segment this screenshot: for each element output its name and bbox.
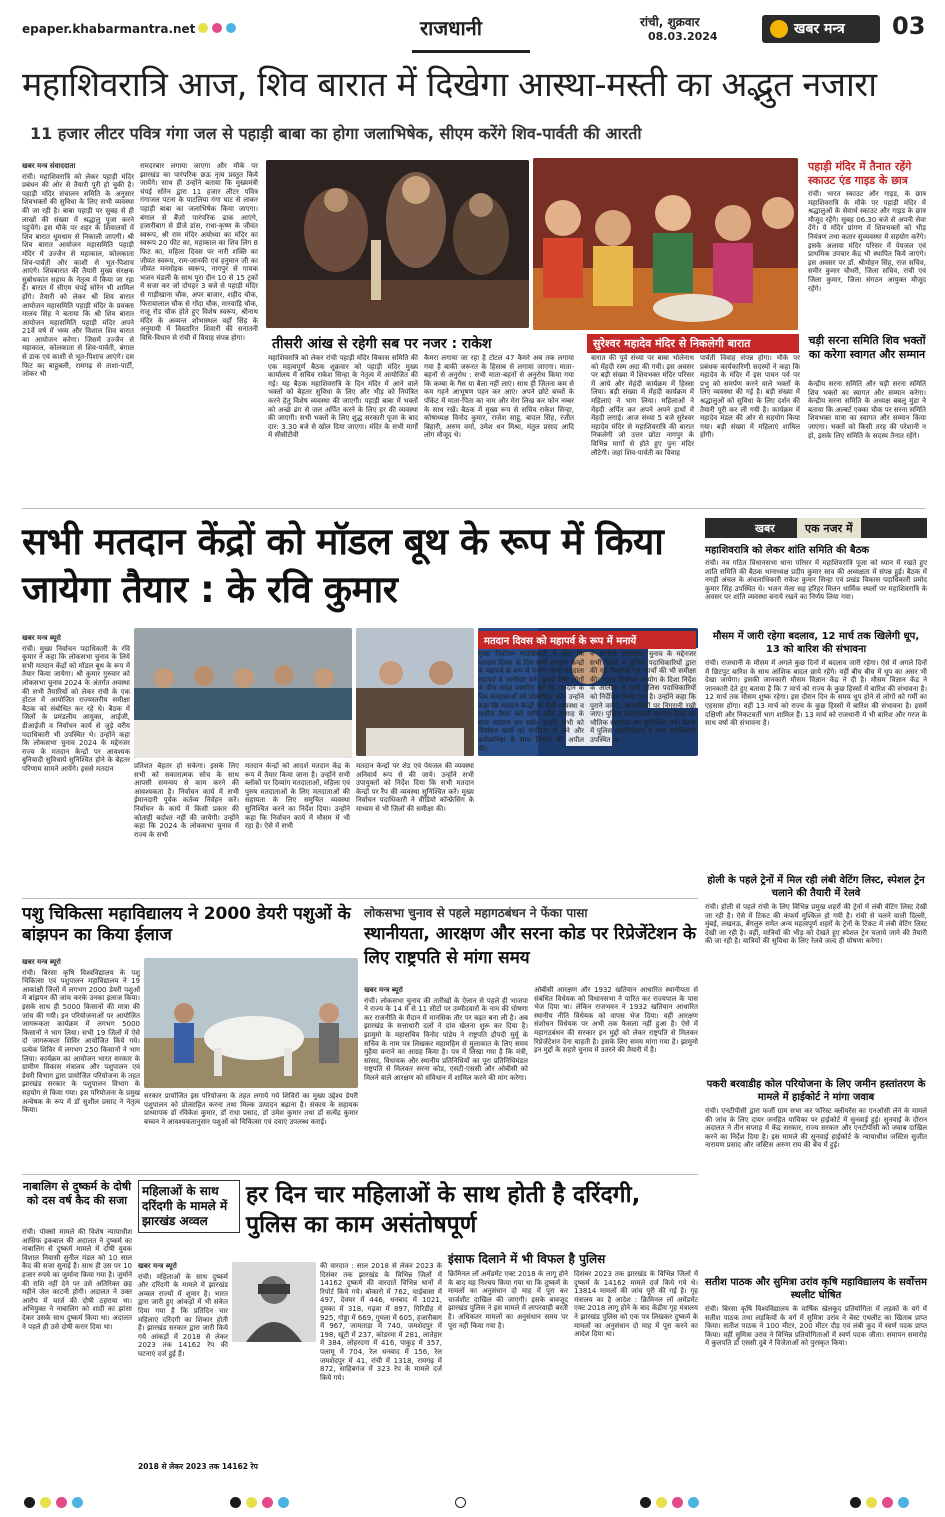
- story6-col-1-text: रांची। महिलाओं के साथ दुष्कर्म और दरिंदगी के मामले में झारखंड अव्वल राज्यों में शुमार है। भारत द्वारा जारी हुए आंकड़ों में भी संकेत दिया गया है कि प्रतिदिन चार महिलाएं दरिंदगी का शिकार होती हैं। झारखंड सरकार द्वारा जारी किये गये आंकड़ों में 2018 से लेकर 2023 तक 14162 रेप की घटनाएं दर्ज हुई हैं।: [138, 1272, 228, 1358]
- footer-dot: [898, 1497, 909, 1508]
- story5-body-text: रांची। पोक्सो मामले की विशेष न्यायाधीश आसिफ इकबाल की अदालत ने दुष्कर्म का नाबालिग से दुष्कर्म मामले में दोषी युवक विशाल निवासी सुनील मंडल को 10 साल कैद की सजा सुनाई है। साथ ही उस पर 10 हजार रुपये का जुर्माना किया गया है। जुर्माने की राशि नहीं देने पर उसे अतिरिक्त छह महीने जेल काटनी होगी। अदालत ने उक्त आरोप में चार्ज की दोषी ठहराया था। अभियुक्त ने नाबालिग को शादी का झांसा देकर उसके साथ दुष्कर्म किया था। अदालत ने पहले ही उसे दोषी करार दिया था।: [22, 1228, 132, 1331]
- footer-dot: [278, 1497, 289, 1508]
- sidebar-item-2: [705, 630, 927, 837]
- footer-dot: [850, 1497, 861, 1508]
- lead-col-3-text: महाशिवरात्रि को लेकर रांची पहाड़ी मंदिर विकास समिति की एक महत्वपूर्ण बैठक शुक्रवार को पहाड़ी मंदिर मुख्य कार्यालय में सचिव राकेश सिन्हा के नेतृत्व में आयोजित की गई। यह बैठक महाशिवरात्रि के दिन मंदिर में आने वाले भक्तों को बेहतर सुविधा के लिए और भीड़ को नियंत्रित करने हेतु विशेष व्यवस्था की जाएगी। पहाड़ी बाबा में भक्तों को अच्छे ढंग से जल अर्पित करने के लिए हर की व्यवस्था की जाएगी। सभी भक्तों के लिए शुद्ध सरकारी पूजा के बाद दार: 3.30 बजे से खोल दिया जाएगा। मंदिर के सभी मार्गों में सीसीटीवी: [268, 354, 418, 440]
- footer-dot: [640, 1497, 651, 1508]
- lead-headline: महाशिवरात्रि आज, शिव बारात में दिखेगा आस्था-मस्ती का अद्भुत नजारा: [22, 65, 877, 105]
- story6-col-3-text: क्रिमिनल लॉ अमेंडमेंट एक्ट 2018 के लागू होने के बाद यह निश्चय किया गया था कि दुष्कर्म के मामलों का अनुसंधान दो माह में पूरा कर चार्जशीट दाखिल की जाएगी। इसके बावजूद झारखंड पुलिस ने इस मामले में लापरवाही बरती है। अधिकतर मामलों का अनुसंधान समय पर पूरा नहीं किया गया है।: [448, 1270, 568, 1330]
- divider-3: [22, 1174, 698, 1175]
- sidebar-item-1-head: महाशिवरात्रि को लेकर शांति समिति की बैठक: [705, 545, 870, 556]
- story2-col-mid-text: मतदान केन्द्रों पर शेड एवं पेयजल की व्यवस्था अनिवार्य रूप से की जाये। उन्होंने सभी उपायुक्तों को निर्देश दिया कि सभी मतदान केन्द्रों पर रैंप की व्यवस्था सुनिश्चित करें। मुख्य निर्वाचन पदाधिकारी ने वीडियो कॉन्फ्रेंसिंग के माध्यम से भी जिलों की समीक्षा की।: [356, 762, 474, 813]
- story2-col-5-text: ने आगामी लोकसभा चुनाव के मद्देनजर सभी जिलों में पुलिस पदाधिकारियों द्वारा की गई तैयारियों एवं कार्यों की भी समीक्षा की। भारत निर्वाचन आयोग के दिशा निर्देश के आलोक में सभी पुलिस पदाधिकारियों को निर्देशित किया गया है। उन्होंने कहा कि पुराने वारंटों, अपराधियों पर निगरानी रखी जाए। पुलिस पदाधिकारी मतदान केन्द्रों का भौतिक सत्यापन कर सुनिश्चित करें। बैठक में पुलिस महानिरीक्षक व अन्य पदाधिकारी उपस्थित थे।: [590, 650, 696, 744]
- story4-col-1: [364, 986, 528, 1172]
- footer-dot: [866, 1497, 877, 1508]
- lead-col-5: [591, 354, 694, 504]
- story2-col-1: [22, 634, 130, 896]
- story3-headline: पशु चिकित्सा महाविद्यालय ने 2000 डेयरी पशुओं के बांझपन का किया ईलाज: [22, 904, 351, 945]
- story2-byline: खबर मन्त्र ब्यूरो: [22, 634, 61, 642]
- lead-col-5-text: बारात की पूर्व संध्या पर बाबा भोलेनाथ को मेंहदी रस्म अदा की गयी। इस अवसर पर बड़ी संख्या में शिवभक्त मंदिर परिसर में आये और मेहंदी कार्यक्रम में हिस्सा लिया। बड़ी संख्या में मेंहदी कार्यक्रम में महिलाएं ने भाग लिया। महिलाओं ने मेंहदी अर्पित कर अपने अपने हाथों में मेंहदी लगाई। आज संध्या 5 बजे सुरेश्वर महादेव मंदिर से महाशिवरात्रि की बारात निकलेगी जो उत्तर छोटा नागपुर के विभिन्न मार्गों से होते हुए पुनः मंदिर लौटेगी। जहां शिव-पार्वती का विवाह: [591, 354, 694, 457]
- story2-col-2-text: प्रतिशत बेहतर हो सकेगा। इसके लिए सभी को सकारात्मक सोच के साथ आपसी समन्वय से काम करने की आवश्यकता है। निर्वाचन कार्य में सभी ईमानदारी पूर्वक कर्तव्य निर्वहन करें। निर्वाचन के कार्य में किसी प्रकार की कोताही बर्दाश्त नहीं की जायेगी। उन्होंने कहा कि 2024 के लोकसभा चुनाव में राज्य के सभी: [134, 762, 239, 839]
- story5-body: [22, 1228, 132, 1474]
- sidebar-item-4-body: रांची। एनटीपीसी द्वारा फर्जी ग्राम सभा कर फॉरेस्ट क्लीयरेंस का एनओसी लेने के मामले की जांच के लिए दायर जनहित याचिका पर हाईकोर्ट में सुनवाई हुई। सुनवाई के दौरान अदालत ने तीन सप्ताह में केंद्र सरकार, राज्य सरकार और एनटीपीसी को जवाब दाखिल करने का निर्देश दिया है। इस मामले की सुनवाई हाईकोर्ट के न्यायाधीश जस्टिस सुजीत नारायण प्रसाद और जस्टिस अरुण राय की बेंच में हुई।: [705, 1107, 927, 1150]
- sidebar-tag: एक नजर में: [797, 518, 861, 538]
- brand-box: [762, 15, 880, 43]
- story2-col-1-text: रांची। मुख्य निर्वाचन पदाधिकारी के रवि कुमार ने कहा कि लोकसभा चुनाव के लिये सभी मतदान केंद्रों को मॉडल बूथ के रूप में तैयार किया जायेगा। श्री कुमार गुरुवार को लोकसभा चुनाव 2024 के अंतर्गत अवस्था की सभी तैयारियों को लेकर रांची के एक होटल में आयोजित राज्यस्तरीय समीक्षा बैठक को संबोधित कर रहे थे। बैठक में जिलों के प्रमंडलीय आयुक्त, आईजी, डीआईजी व निर्वाचन कार्य से जुड़े वरीय पदाधिकारी भी उपस्थित थे। उन्होंने कहा कि लोकसभा चुनाव 2024 के मद्देनजर राज्य के मतदान केन्द्रों पर आवश्यक बुनियादी सुविधायें सुनिश्चित होने के बेहतर परिणाम सामने आयेंगे। इससे मतदान: [22, 644, 130, 773]
- lead-col-4: [424, 354, 574, 504]
- story2-headline: सभी मतदान केंद्रों को मॉडल बूथ के रूप में किया जायेगा तैयार : के रवि कुमार: [22, 520, 664, 611]
- site-url[interactable]: epaper.khabarmantra.net: [22, 22, 196, 36]
- story3-col-1: [22, 958, 140, 1172]
- footer-dot: [656, 1497, 667, 1508]
- story6-photo: [232, 1262, 316, 1342]
- lead-red-bar: सुरेश्वर महादेव मंदिर से निकलेगी बारात: [587, 334, 799, 353]
- story2-photo-officials: [356, 628, 474, 756]
- edition-date: 08.03.2024: [648, 30, 718, 43]
- story4-col-2-text: ओबीसी आरक्षण और 1932 खतियान आधारित स्थानीयता से संबंधित विधेयक को विधानसभा ने पारित कर राज्यपाल के पास भेज दिया था। लेकिन राजभवन ने 1932 खतियान आधारित स्थानीय नीति विधेयक को वापस भेज दिया। वहीं आरक्षण संशोधन विधेयक पर अभी तक फैसला नहीं हुआ है। ऐसे में महागठबंधन की सरकार इन मुद्दों को लेकर राष्ट्रपति से मिलकर रिप्रेजेंटेशन देना चाहती है। इसके लिए समय मांगा गया है। झामुमो इन मुद्दों के सहारे चुनाव में उतरने की तैयारी में है।: [534, 986, 698, 1055]
- story4-byline: खबर मन्त्र ब्यूरो: [364, 986, 403, 994]
- lead-right2-body: [808, 380, 926, 504]
- footer-dot: [24, 1497, 35, 1508]
- lead-right2-body-text: केन्द्रीय सरना समिति और चड़ी सरना समिति शिव भक्तों का स्वागत और सम्मान करेगा। केन्द्रीय सरना समिति के अध्यक्ष बबलू मुंडा ने बताया कि अल्बर्ट एक्का चौक पर सरना समिति शिवभक्त यात्रा का स्वागत और सम्मान किया जाएगा। भक्तों को किसी तरह की परेशानी न हो, इसके लिए समिति के सदस्य तैनात रहेंगे।: [808, 380, 926, 440]
- lead-col-3: [268, 354, 418, 504]
- divider-2: [22, 898, 698, 899]
- section-name: राजधानी: [420, 16, 482, 40]
- sidebar-item-2-body: रांची। राजधानी के मौसम में अगले कुछ दिनों में बदलाव जारी रहेगा। ऐसे में अगले दिनों में छिटपुट बारिश के साथ आंशिक बादल छाये रहेंगे। वहीं बीच बीच में धूप का असर भी देखा जायेगा। इसकी जानकारी मौसम विज्ञान केंद्र ने दी है। मौसम विज्ञान केंद्र ने जानकारी देते हुए बताया है कि 7 मार्च को राज्य के कुछ हिस्सों में बारिश की संभावना है। 12 मार्च तक मौसम शुष्क रहेगा। इस दौरान दिन के समय धूप होने से लोगों को गर्मी का एहसास होगा। वहीं 13 मार्च को राज्य के कुछ हिस्सों में बारिश की संभावना है। इसमें दक्षिणी और निकटवर्ती भाग शामिल हैं। 13 मार्च को राजधानी में भी बारिश और गरज के साथ वर्षा की संभावना है।: [705, 659, 927, 728]
- story2-red-bar: मतदान दिवस को महापर्व के रूप में मनायें: [478, 631, 696, 649]
- header-dots: [198, 23, 398, 35]
- sidebar-item-1-body: रांची। नव गठित विधानसभा थाना परिसर में महाशिवरात्रि पूजा को ध्यान में रखते हुए शांति समिति की बैठक थानाध्यक्ष प्रदीप कुमार साव की अध्यक्षता में संपन्न हुई। बैठक में नगड़ी अंचल के अंचलाधिकारी राकेश कुमार सिन्हा एवं प्रखंड विकास पदाधिकारी प्रमोद कुमार सिंह उपस्थित थे। भजन मेला सह हरिहर मिलन धार्मिक स्थलों पर महाशिवरात्रि के अवसर पर शांति व्यवस्था बनाये रखने का निर्णय लिया गया।: [705, 559, 927, 602]
- sidebar-item-1: [705, 542, 927, 629]
- story6-caption: 2018 से लेकर 2023 तक 14162 रेप: [138, 1462, 258, 1471]
- city-day: रांची, शुक्रवार: [640, 15, 700, 29]
- story2-col-3: [245, 762, 350, 896]
- story6-col-2: [320, 1262, 442, 1474]
- lead-col-2-text: रामदरबार लगाया जाएगा और मौके पर झारखंड का पारंपरिक छऊ नृत्य प्रस्तुत किये जायेंगे। साथ ही उन्होंने बताया कि मुख्यमंत्री चंपई सोरेन द्वारा 11 हजार लीटर पवित्र गंगाजल पटना के पाटलिया गंगा घाट से लाकर पहाड़ी बाबा का जलाभिषेक किया जाएगा। बंगाल से बैंजो पारंपरिक ढाक आएंगे, हजारीबाग से डीजे डांस, राधा-कृष्ण के जीवंत स्वरूप, श्री राम मंदिर अयोध्या का मंदिर का स्वरूप 20 फीट का, महाकाल का शिव लिंग 8 फिट का, महिला दिवस पर नारी शक्ति का जीवंत स्वरूप, राम-जानकी एवं हनुमान जी का जीवंत मनमोहक स्वरूप, नागपुर से गायक भजन मंडली के साथ पूरा दीन 10 से 15 ट्रकों में सजा कर जो दोपहर 3 बजे से पहाड़ी मंदिर से गाड़ीखाना चौक, अपर बाजार, शहीद चौक, फिरायालाल चौक से गोंदा चौक, मारवाड़ि चौक, राजू रोड चौक होते हुए विशेष स्वरूप, श्रीनाथ मंदिर के अव्यन्त शोभास्थल वहाँ सिंह के अनुयायी में विस्तारित शिवारी की सनातनी विधि-विधान से रांची में विवाह संपन्न होगा।: [140, 162, 258, 342]
- lead-right-head: पहाड़ी मंदिर में तैनात रहेंगे स्काउट एंड गाइड के छात्र: [808, 160, 912, 187]
- story3-byline: खबर मन्त्र ब्यूरो: [22, 958, 61, 966]
- brand-name: खबर मन्त्र: [794, 21, 845, 37]
- footer-dot: [230, 1497, 241, 1508]
- lead-col-4-text: कैमरा लगाया जा रहा है टोटल 47 कैमरे अब तक लगाया गया है बाकी जरूरत के हिसाब से लगाया जाएगा। माता-बहनों से अनुरोध : सभी माता-बहनों से अनुरोध किया गया कि कम्बा के गैस या बैला नहीं लाएं। साथ ही जितना कम से कम गहने आभूषण पहन कर आएं। अपने छोटे बच्चों के पॉकेट में माता-पिता का नाम और मेरा लिख कर फोन नम्बर के साथ रखें। बैठक में मुख्य रूप से सचिव राकेश सिन्हा, कोषाध्यक्ष विनोद कुमार, राजेश साहू, बादल सिंह, रंजीत बिहारी, अरुण वर्मा, उमेश धन मिश्रा, मंतुल प्रसाद आदि लोग मौजूद थे।: [424, 354, 574, 440]
- story4-kicker: लोकसभा चुनाव से पहले महागठबंधन ने फेंका पासा: [364, 906, 588, 920]
- lead-col-6-text: पार्वती विवाह संपन्न होगा। मौके पर प्रबंधक कार्यकारिणी सदस्यों ने कहा कि महादेव के मंदिर में इस पावन पर्व पर प्रभु को समर्पण करने वाले भक्तों के लिए व्यवस्था की गई है। बड़ी संख्या में श्रद्धालुओं को सुविधा के लिए दर्शन की तैयारी पूरी कर ली गयी है। कार्यक्रम में महादेव मंडल की ओर से सहयोग किया गया। बड़ी संख्या में महिलाएं शामिल होंगी।: [700, 354, 800, 440]
- sidebar-item-4-head: पकरी बरवाडीह कोल परियोजना के लिए जमीन हस्तांतरण के मामले में हाईकोर्ट ने मांगा जवाब: [706, 1079, 926, 1103]
- footer-dot: [40, 1497, 51, 1508]
- lead-right-body: [808, 190, 926, 324]
- sidebar-item-3: [705, 874, 927, 1079]
- story3-photo-cattle: [144, 958, 358, 1088]
- story4-headline: स्थानीयता, आरक्षण और सरना कोड पर रिप्रेजेंटेशन के लिए राष्ट्रपति से मांगा समय: [364, 924, 697, 968]
- story6-byline: खबर मन्त्र ब्यूरो: [138, 1262, 177, 1270]
- footer-dot: [56, 1497, 67, 1508]
- story6-col-3: [448, 1270, 568, 1474]
- sidebar-item-3-head: होली के पहले ट्रेनों में मिल रही लंबी वेटिंग लिस्ट, स्पेशल ट्रेन चलाने की तैयारी में रेलवे: [707, 875, 925, 899]
- story6-col-4: [574, 1270, 698, 1474]
- story4-col-1-text: रांची। लोकसभा चुनाव की तारीखों के ऐलान से पहले ही भाजपा ने राज्य के 14 में से 11 सीटों पर उम्मीदवारों के नाम की घोषणा कर राजनीति के मैदान में मानसिक तौर पर बढ़त बना ली है। अब झारखंड के सत्ताधारी दलों ने दांव खेलना शुरू कर दिया है। झामुमो के महासचिव विनोद पांडेय ने राष्ट्रपति द्रौपदी मुर्मू के सचिव के नाम पत्र लिखकर महामहिम से मुलाकात के लिए समय मुहैया कराने का आग्रह किया है। पत्र में लिखा गया है कि मंत्री, सांसद, विधायक और स्थानीय प्रतिनिधियों का पूरा प्रतिनिधिमंडल राष्ट्रपति से मिलकर सरना कोड, एसटी-एससी और ओबीसी को मिलने वाले आरक्षण को संविधान में शामिल करने की मांग करेगा।: [364, 996, 528, 1082]
- register-mark-icon: [455, 1497, 466, 1508]
- masthead: [0, 0, 945, 58]
- footer-dot: [262, 1497, 273, 1508]
- story2-col-4-text: मुख्य निर्वाचन पदाधिकारी ने कहा कि मतदान दिवस के दिन सभी मतदान केन्द्रों के महापर्व के रूप में मनाएं। सभी मतदाता महापर्व में भागीदार बनें। इसके लिए लोगों के बीच संदेश प्रसारित करें कि मतदान के दिन मतदाताओं को प्रोत्साहित करें। उन्होंने कहा कि मतदान केन्द्रों पर ऐसी व्यवस्था व माहौल तैयार करें ताकि लोग उत्साह के साथ मतदान कर सकें। उन्होंने सभी को निर्वाचन कार्य को गंभीरता से लेने और कर्तव्यनिष्ठा के साथ निभाने की अपील की।: [478, 650, 584, 753]
- lead-photo-caption: तीसरी आंख से रहेगी सब पर नजर : राकेश: [272, 336, 492, 352]
- story6-kicker: महिलाओं के साथ दरिंदगी के मामले में झारखंड अव्वल: [138, 1180, 240, 1233]
- footer-dot: [672, 1497, 683, 1508]
- header-rule: [412, 50, 530, 53]
- lead-right2-head: चड़ी सरना समिति शिव भक्तों का करेगा स्वागत और सम्मान: [808, 334, 926, 361]
- story2-photo-meeting: [134, 628, 352, 758]
- lead-col-6: [700, 354, 800, 504]
- story5-headline: नाबालिग से दुष्कर्म के दोषी को दस वर्ष कैद की सजा: [22, 1180, 132, 1207]
- story6-col-1: [138, 1262, 228, 1458]
- story6-col-2-text: की वारदात : साल 2018 से लेकर 2023 के दिसंबर तक झारखंड के विभिन्न जिलों में 14162 दुष्कर्म की वारदातें विभिन्न थानों में रिपोर्ट किये गये। बोकारो में 762, चाईबासा में 497, देवघर में 446, धनबाद में 1021, दुमका में 318, गढ़वा में 897, गिरिडीह में 925, गोड्डा में 669, गुमला में 605, हजारीबाग में 967, जामताड़ा में 740, जमशेदपुर में 198, खूंटी में 237, कोडरमा में 281, लातेहार में 384, लोहरदगा में 416, पाकुड़ में 357, पलामू में 704, रेल धनबाद में 156, रेल जमशेदपुर में 41, रांची में 1318, रामगढ़ में 872, साहिबगंज में 323 रेप के मामले दर्ज किये गये।: [320, 1262, 442, 1382]
- lead-photo-shiv: [266, 160, 529, 328]
- story2-col-5: [590, 650, 696, 896]
- story3-col-2: [144, 1092, 358, 1172]
- lead-col-1-text: रांची। महाशिवरात्रि को लेकर पहाड़ी मंदिर प्रबंधन की ओर से तैयारी पूरी हो चुकी है। पहाड़ी मंदिर संचालन समिति के अनुसार शिवभक्तों की सुविधा के लिए सभी व्यवस्था की जा रही है। बाबा पहाड़ी पर सुबह से ही लाखों की संख्या में श्रद्धालु पूजा करने पहुंचेंगे। इस मौके पर शहर के शिवालयों में शिव बारात धूमधाम से निकाली जाएगी। श्री शिव बारात आयोजन महासमिति पहाड़ी मंदिर में उज्जैन से महाकाल, कोलकाता शिव-पार्वती और काशी से भूत-पिशाच आएंगे। शिवबारात की तैयारी मुख्य संरक्षक सुबोधकांत सहाय के नेतृत्व में किया जा रहा है। बारात में सीएम चंपई सोरेन भी शामिल होंगे। तैयारी को लेकर श्री शिव बारात आयोजन महासमिति पहाड़ी मंदिर के प्रवक्ता मालय सिंह ने बताया कि श्री शिव बारात आयोजन महासमिति पहाड़ी मंदिर अपने 21वें वर्ष में भव्य और विशाल शिव बारात का आयोजन करेगा। जिसमें उज्जैन से महाकाल, कोलकाता से शिव-पार्वती, बंगाल से डाक एवं काशी से भूत-पिशाच आएंगे। दस फिट का बाहुबली, रामगढ़ से ताशा-पार्टी, जोकर भी: [22, 172, 134, 379]
- sidebar-header: [705, 518, 927, 538]
- story6-col-4-text: दिसंबर 2023 तक झारखंड के विभिन्न जिलों में दुष्कर्म के 14162 मामले दर्ज किये गये थे। 13814 मामलों की जांच पूरी की गई है। गृह मंत्रालय का है आदेश : क्रिमिनल लॉ अमेंडमेंट एक्ट 2018 लागू होने के बाद केंद्रीय गृह मंत्रालय ने झारखंड पुलिस को एक पत्र लिखकर दुष्कर्म के मामलों का अनुसंधान दो माह में पूरा करने का आदेश दिया था।: [574, 1270, 698, 1339]
- story2-col-4: [478, 650, 584, 896]
- sidebar-item-4: [705, 1078, 927, 1257]
- lead-byline: खबर मन्त्र संवाददाता: [22, 162, 76, 170]
- story2-col-3-text: मतदान केन्द्रों को आदर्श मतदान केंद्र के रूप में तैयार किया जाना है। उन्होंने सभी ब्लॉकों पर दिव्यांग मतदाताओं, महिला एवं पुरुष मतदाताओं के लिए मतदाताओं की सहायता के लिए समुचित व्यवस्था सुनिश्चित करने का निर्देश दिया। उन्होंने कहा कि निर्वाचन कार्य में मौसम में भी रहा है। ऐसे में सभी: [245, 762, 350, 831]
- story2-col-2: [134, 762, 239, 896]
- sidebar-item-5-head: सतीश पाठक और सुमित्रा उरांव कृषि महाविद्यालय के सर्वोत्तम स्थलीट घोषित: [705, 1277, 927, 1301]
- sidebar-item-3-body: रांची। होली से पहले रांची के लिए विभिन्न प्रमुख शहरों की ट्रेनों में लंबी वेटिंग लिस्ट देखी जा रही है। ऐसे में टिकट की कंफर्म मुश्किल हो गयी है। रांची से चलने वाली दिल्ली, मुंबई, लखनऊ, बेंगलुरु समेत अन्य महत्वपूर्ण शहरों के ट्रेनों के टिकट में लंबी वेटिंग लिस्ट देखी जा रही है। वहीं, यात्रियों की भीड़ को देखते हुए स्पेशल ट्रेन चलाये जाने की तैयारी की जा रही है। यात्रियों की सुविधा के लिए रेलवे जल्द ही घोषणा करेगा।: [705, 903, 927, 946]
- story6-sub: इंसाफ दिलाने में भी विफल है पुलिस: [448, 1252, 606, 1266]
- story6-headline: हर दिन चार महिलाओं के साथ होती है दरिंदगी, पुलिस का काम असंतोषपूर्ण: [246, 1182, 641, 1238]
- divider-1: [22, 508, 926, 509]
- footer-dot: [72, 1497, 83, 1508]
- story3-col-1-text: रांची। बिरसा कृषि विश्वविद्यालय के पशु चिकित्सा एवं पशुपालन महाविद्यालय ने 19 आकांक्षी जिलों में लगभग 2000 डेयरी पशुओं में बांझपन की जांच करके उनका इलाज किया। इसके साथ ही 5000 किसानों की मात्रा की जांच की गयी। इन परियोजनाओं पर आयोजित जागरूकता कार्यक्रम में लगभग 5000 किसानों ने भाग लिया। सभी 19 जिलों में ऐसे दो जागरूकता शिविर आयोजित किये गये। प्रत्येक शिविर में लगभग 250 किसानों ने भाग लिया। कार्यक्रम का आयोजन भारत सरकार के ग्रामीण विकास मंत्रालय और पशुपालन एवं डेयरी विभाग द्वारा प्रायोजित परियोजना के तहत झारखंड सरकार के पशुपालन विभाग के सहयोग से किया गया। इस परियोजना के प्रमुख अन्वेषक के रूप में डॉ सुशील प्रसाद ने नेतृत्व किया।: [22, 968, 140, 1115]
- lead-subhead: 11 हजार लीटर पवित्र गंगा जल से पहाड़ी बाबा का होगा जलाभिषेक, सीएम करेंगे शिव-पार्वती की आरती: [30, 124, 642, 143]
- story4-col-2: [534, 986, 698, 1172]
- sidebar-item-5: [705, 1276, 927, 1473]
- footer-dot: [688, 1497, 699, 1508]
- brand-logo-icon: [770, 20, 788, 38]
- sidebar-item-5-body: रांची। बिरसा कृषि विश्वविद्यालय के वार्षिक खेलकूद प्रतियोगिता में लड़कों के वर्ग में सतीश पाठक तथा लड़कियों के वर्ग में सुमित्रा उरांव ने बेस्ट एथलीट का खिताब प्राप्त किया। सतीश पाठक ने 100 मीटर, 200 मीटर दौड़ एवं लंबी कूद में स्वर्ण पदक प्राप्त किया। वहीं सुमित्रा उरांव ने विभिन्न प्रतियोगिताओं में स्वर्ण पदक जीता। समापन समारोह में कुलपति डॉ एससी दुबे ने विजेताओं को पुरस्कृत किया।: [705, 1305, 927, 1348]
- story2-col-mid: [356, 762, 474, 896]
- page-number: 03: [892, 12, 926, 40]
- sidebar-brand: खबर: [755, 522, 775, 535]
- footer-dot: [246, 1497, 257, 1508]
- story3-col-2-text: सरकार प्रायोजित इस परियोजना के तहत लगाये गये शिविरों का मुख्य उद्देश्य डेयरी पशुपालन को प्रोत्साहित करना तथा मिल्क उत्पादन बढ़ाना है। संकाय के सहायक प्राध्यापक डॉ रविकेश कुमार, डॉ राधा प्रसाद, डॉ उमेश कुमार तथा डॉ सत्येंद्र कुमार बच्चन ने आवश्यकतानुसार पशुओं को चिकित्सा एवं दवाएं उपलब्ध कराई।: [144, 1092, 358, 1126]
- lead-photo-mehndi: [533, 158, 798, 330]
- lead-col-1: [22, 162, 134, 502]
- footer-dot: [882, 1497, 893, 1508]
- sidebar-item-2-head: मौसम में जारी रहेगा बदलाव, 12 मार्च तक खिलेगी धूप, 13 को बारिश की संभावना: [712, 631, 920, 655]
- lead-col-2: [140, 162, 258, 502]
- lead-right-body-text: रांची। भारत स्काउट और गाइड, के छात्र महाशिवरात्रि के मौके पर पहाड़ी मंदिर में श्रद्धालुओं के सेवार्थ स्काउट और गाइड के छात्र मौजूद रहेंगे। सुबह 06.30 बजे से अपनी सेवा देंगे। ये मंदिर प्रांगण में शिवभक्तों को भीड़ नियंत्रण तथा कतार सुव्यवस्था में सहयोग करेंगे। इसके अलावा मंदिर परिसर में पेयजल एवं प्राथमिक उपचार केंद्र भी स्थापित किये जाएंगे। इस अवसर पर डॉ. श्रीमोहन सिंह, राज सचिव, समीर कुमार चौधरी, जिला सचिव, रांची एवं जिला कुमार, जिला संगठन आयुक्त मौजूद रहेंगे।: [808, 190, 926, 293]
